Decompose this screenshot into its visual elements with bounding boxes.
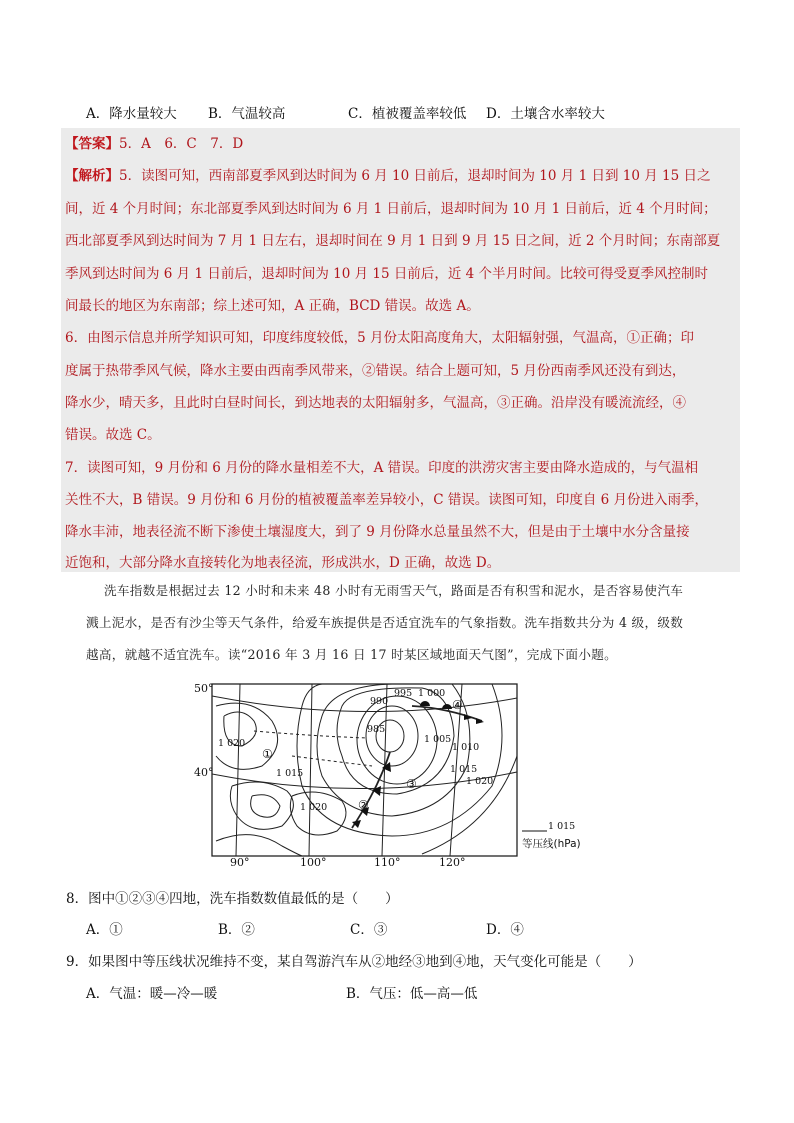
lat-label-50: 50° bbox=[194, 682, 214, 695]
isobar-label-1020-e: 1 020 bbox=[466, 776, 494, 787]
lon-label-100: 100° bbox=[300, 856, 327, 868]
isobar-label-1020-s: 1 020 bbox=[300, 802, 328, 813]
q8-option-d: D．④ bbox=[486, 922, 524, 938]
analysis-line-2: 间，近 4 个月时间；东北部夏季风到达时间为 6 月 1 日前后，退却时间为 10 月 1 日前后，近 4 个月时间； bbox=[65, 201, 717, 217]
isobar-label-1020-w: 1 020 bbox=[218, 738, 246, 749]
lon-label-110: 110° bbox=[374, 856, 401, 868]
q9-option-a: A．气温：暖—冷—暖 bbox=[86, 986, 218, 1002]
map-legend bbox=[522, 821, 581, 850]
analysis-line-5: 间最长的地区为东南部；综上述可知，A 正确，BCD 错误。故选 A。 bbox=[65, 298, 480, 314]
analysis-line-6: 6．由图示信息并所学知识可知，印度纬度较低，5 月份太阳高度角大，太阳辐射强，气温高，①正确；印 bbox=[65, 330, 694, 346]
analysis-line-12: 降水丰沛，地表径流不断下渗使土壤湿度大，到了 9 月份降水总量虽然不大，但是由于土壤中水分含量接 bbox=[65, 524, 690, 540]
isobar-label-985: 985 bbox=[367, 724, 386, 735]
intro-line-2: 溅上泥水，是否有沙尘等天气条件，给爱车族提供是否适宜洗车的气象指数。洗车指数共分为 4 级，级数 bbox=[86, 615, 684, 630]
intro-line-1: 洗车指数是根据过去 12 小时和未来 48 小时有无雨雪天气，路面是否有积雪和泥水，是否容易使汽车 bbox=[104, 583, 684, 598]
weather-map bbox=[192, 676, 602, 868]
q8-option-c: C．③ bbox=[350, 922, 388, 938]
point-2: ② bbox=[358, 798, 369, 812]
isobar-label-1015-e: 1 015 bbox=[450, 764, 478, 775]
analysis-line-11: 关性不大，B 错误。9 月份和 6 月份的植被覆盖率差异较小，C 错误。读图可知，印度自 6 月份进入雨季， bbox=[65, 492, 709, 508]
analysis-line-1: 【解析】5．读图可知，西南部夏季风到达时间为 6 月 10 日前后，退却时间为 10 月 1 日到 10 月 15 日之 bbox=[65, 168, 711, 184]
analysis-line-9: 错误。故选 C。 bbox=[65, 427, 161, 443]
option-a: A．降水量较大 bbox=[86, 106, 177, 122]
answer-tag: 【答案】 bbox=[65, 136, 119, 152]
option-c: C．植被覆盖率较低 bbox=[348, 106, 467, 122]
lat-label-40: 40° bbox=[194, 766, 214, 779]
answer-analysis-block bbox=[61, 128, 740, 572]
option-d: D．土壤含水率较大 bbox=[486, 106, 605, 122]
answer-line bbox=[65, 132, 243, 152]
isobar-label-1005: 1 005 bbox=[424, 734, 452, 745]
intro-line-3: 越高，就越不适宜洗车。读“2016 年 3 月 16 日 17 时某区域地面天气图”，完成下面小题。 bbox=[86, 647, 618, 662]
svg-text:等压线(hPa): 等压线(hPa) bbox=[522, 838, 581, 850]
q8-option-a: A．① bbox=[86, 922, 123, 938]
point-4: ④ bbox=[452, 698, 463, 712]
analysis-tag: 【解析】 bbox=[65, 168, 119, 184]
q9-option-b: B．气压：低—高—低 bbox=[346, 986, 478, 1002]
svg-text:1 015: 1 015 bbox=[548, 821, 576, 832]
q9-stem: 9．如果图中等压线状况维持不变，某自驾游汽车从②地经③地到④地，天气变化可能是（ ） bbox=[66, 954, 642, 970]
analysis-line-8: 降水少，晴天多，且此时白昼时间长，到达地表的太阳辐射多，气温高，③正确。沿岸没有暖流流经，④ bbox=[65, 395, 686, 411]
analysis-line-4: 季风到达时间为 6 月 1 日前后，退却时间为 10 月 15 日前后，近 4 个半月时间。比较可得受夏季风控制时 bbox=[65, 266, 709, 282]
isobar-label-1010: 1 010 bbox=[452, 742, 480, 753]
option-b: B．气温较高 bbox=[208, 106, 286, 122]
q8-option-b: B．② bbox=[218, 922, 255, 938]
analysis-line-3: 西北部夏季风到达时间为 7 月 1 日左右，退却时间在 9 月 1 日到 9 月 15 日之间，近 2 个月时间；东南部夏 bbox=[65, 233, 721, 249]
analysis-line-10: 7．读图可知，9 月份和 6 月份的降水量相差不大，A 错误。印度的洪涝灾害主要由降水造成的，与气温相 bbox=[65, 460, 699, 476]
lon-label-120: 120° bbox=[439, 856, 466, 868]
q8-stem: 8．图中①②③④四地，洗车指数数值最低的是（ ） bbox=[66, 891, 399, 907]
point-3: ③ bbox=[406, 777, 417, 791]
point-1: ① bbox=[262, 747, 273, 761]
analysis-line-13: 近饱和，大部分降水直接转化为地表径流，形成洪水，D 正确，故选 D。 bbox=[65, 555, 501, 571]
isobar-label-995: 995 bbox=[394, 688, 413, 699]
isobar-label-990: 990 bbox=[370, 696, 389, 707]
isobar-label-1015-w: 1 015 bbox=[276, 768, 304, 779]
lon-label-90: 90° bbox=[230, 856, 250, 868]
isobar-label-1000: 1 000 bbox=[418, 688, 446, 699]
analysis-line-7: 度属于热带季风气候，降水主要由西南季风带来，②错误。结合上题可知，5 月份西南季风还没有到达， bbox=[65, 363, 686, 379]
answer-text: 5．A 6．C 7．D bbox=[119, 136, 244, 152]
